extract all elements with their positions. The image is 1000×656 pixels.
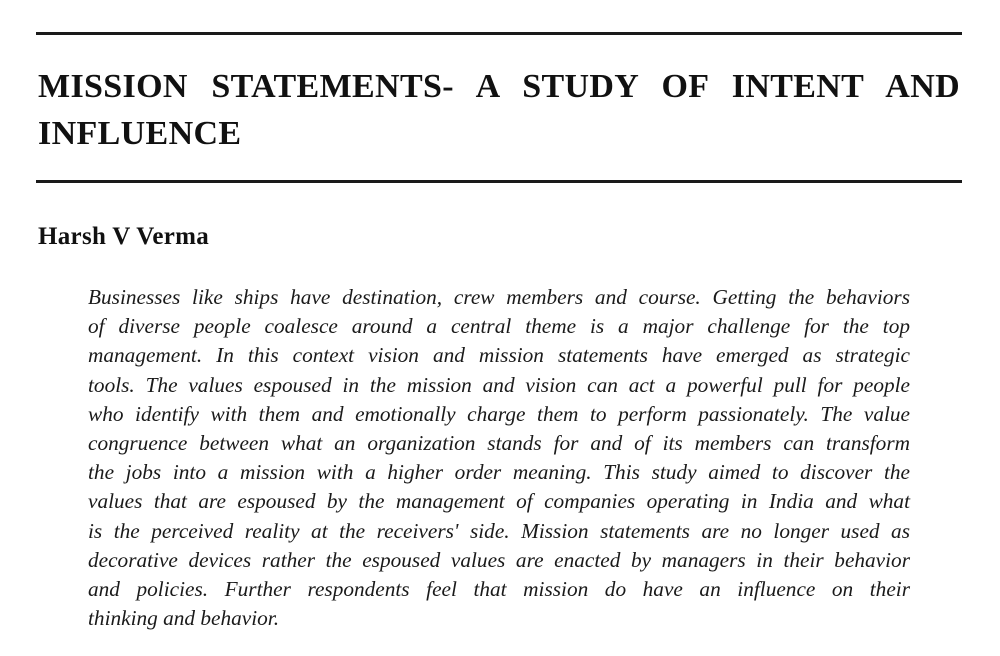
abstract-line: the jobs into a mission with a higher order meaning. This study aimed to discover the xyxy=(88,460,910,485)
abstract-line: tools. The values espoused in the mission and vision can act a powerful pull for people xyxy=(88,372,910,397)
abstract-line: values that are espoused by the management of companies operating in India and what xyxy=(88,489,910,514)
abstract-line: management. In this context vision and mission statements have emerged as strategic xyxy=(88,343,910,368)
paper-title xyxy=(38,63,968,157)
abstract-line: and policies. Further respondents feel that mission do have an influence on their xyxy=(88,577,910,602)
author-name: Harsh V Verma xyxy=(38,223,210,250)
abstract-line: is the perceived reality at the receivers' side. Mission statements are no longer used as xyxy=(88,518,910,543)
abstract-line: congruence between what an organization stands for and of its members can transform xyxy=(88,431,910,456)
top-rule xyxy=(36,32,962,35)
title-line-2: INFLUENCE xyxy=(38,115,242,152)
abstract-line: decorative devices rather the espoused values are enacted by managers in their behavior xyxy=(88,547,910,572)
title-line-1: MISSION STATEMENTS- A STUDY OF INTENT AND xyxy=(38,68,960,105)
abstract-line: who identify with them and emotionally charge them to perform passionately. The value xyxy=(88,401,910,426)
abstract xyxy=(88,283,914,633)
abstract-line: thinking and behavior. xyxy=(88,606,280,631)
bottom-rule xyxy=(36,180,962,183)
abstract-line: Businesses like ships have destination, crew members and course. Getting the behaviors xyxy=(88,285,910,309)
abstract-line: of diverse people coalesce around a central theme is a major challenge for the top xyxy=(88,314,910,339)
